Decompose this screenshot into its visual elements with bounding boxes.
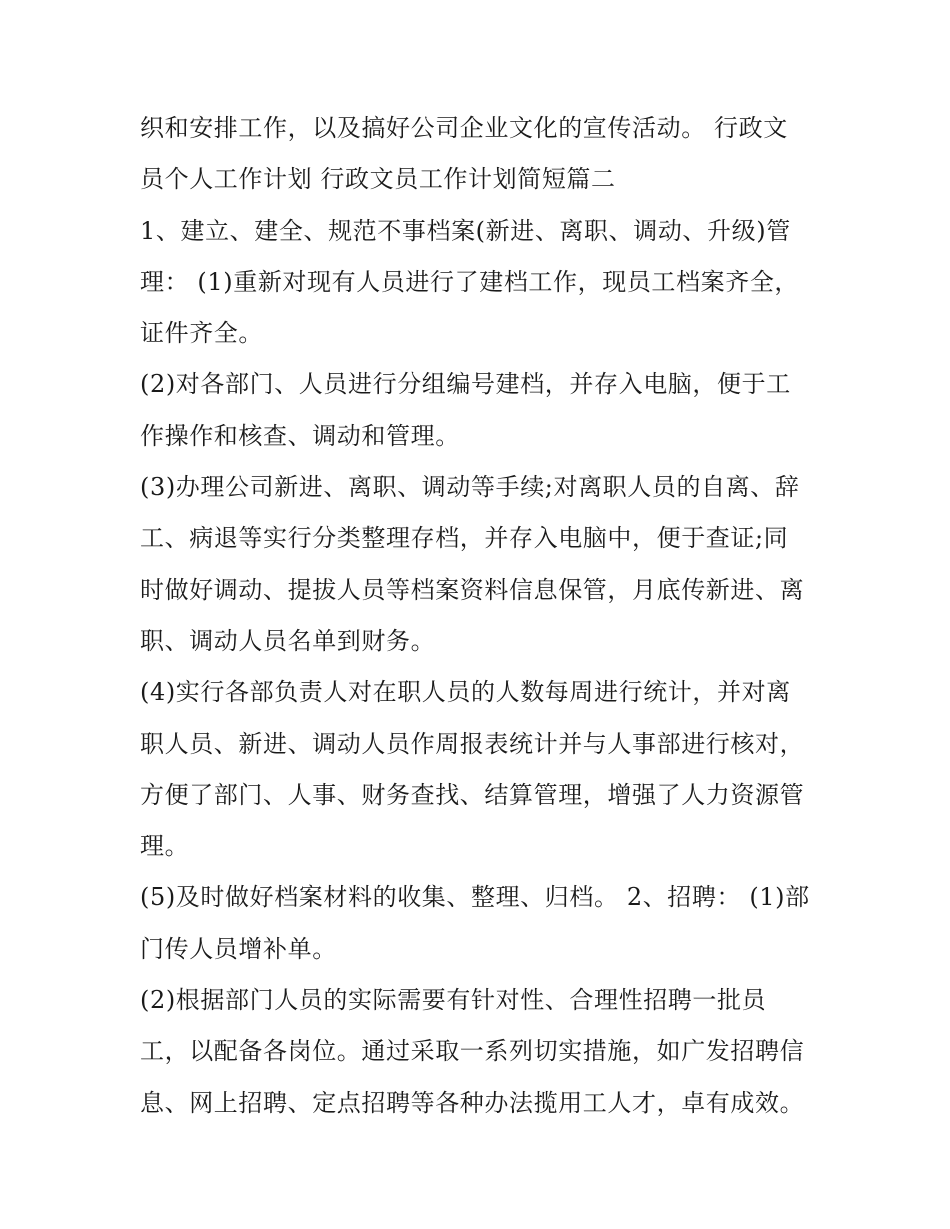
text-line: 理： (1)重新对现有人员进行了建档工作，现员工档案齐全， [140, 267, 800, 296]
text-line: 息、网上招聘、定点招聘等各种办法揽用工人才，卓有成效。 [140, 1088, 805, 1117]
text-line: 作操作和核查、调动和管理。 [140, 421, 460, 450]
document-body [140, 103, 820, 1129]
text-line: 证件齐全。 [140, 319, 263, 348]
text-line: (4)实行各部负责人对在职人员的人数每周进行统计，并对离 [140, 678, 791, 707]
text-line: 工、病退等实行分类整理存档，并存入电脑中，便于查证;同 [140, 524, 789, 553]
text-line: (2)根据部门人员的实际需要有针对性、合理性招聘一批员 [140, 986, 767, 1015]
text-line: 职人员、新进、调动人员作周报表统计并与人事部进行核对， [140, 729, 805, 758]
text-line: 门传人员增补单。 [140, 934, 337, 963]
text-line: 员个人工作计划 行政文员工作计划简短篇二 [140, 165, 616, 194]
text-line: 方便了部门、人事、财务查找、结算管理，增强了人力资源管 [140, 780, 805, 809]
text-line: (2)对各部门、人员进行分组编号建档，并存入电脑，便于工 [140, 370, 791, 399]
text-line: 工，以配备各岗位。通过采取一系列切实措施，如广发招聘信 [140, 1037, 805, 1066]
text-line: 理。 [140, 832, 190, 861]
text-line: (5)及时做好档案材料的收集、整理、归档。 2、招聘： (1)部 [140, 883, 810, 912]
text-line: 织和安排工作，以及搞好公司企业文化的宣传活动。 行政文 [140, 114, 788, 142]
text-line: 职、调动人员名单到财务。 [140, 626, 436, 655]
text-line: 1、建立、建全、规范不事档案(新进、离职、调动、升级)管 [140, 216, 791, 245]
text-line: 时做好调动、提拔人员等档案资料信息保管，月底传新进、离 [140, 575, 805, 604]
text-line: (3)办理公司新进、离职、调动等手续;对离职人员的自离、辞 [140, 473, 800, 502]
